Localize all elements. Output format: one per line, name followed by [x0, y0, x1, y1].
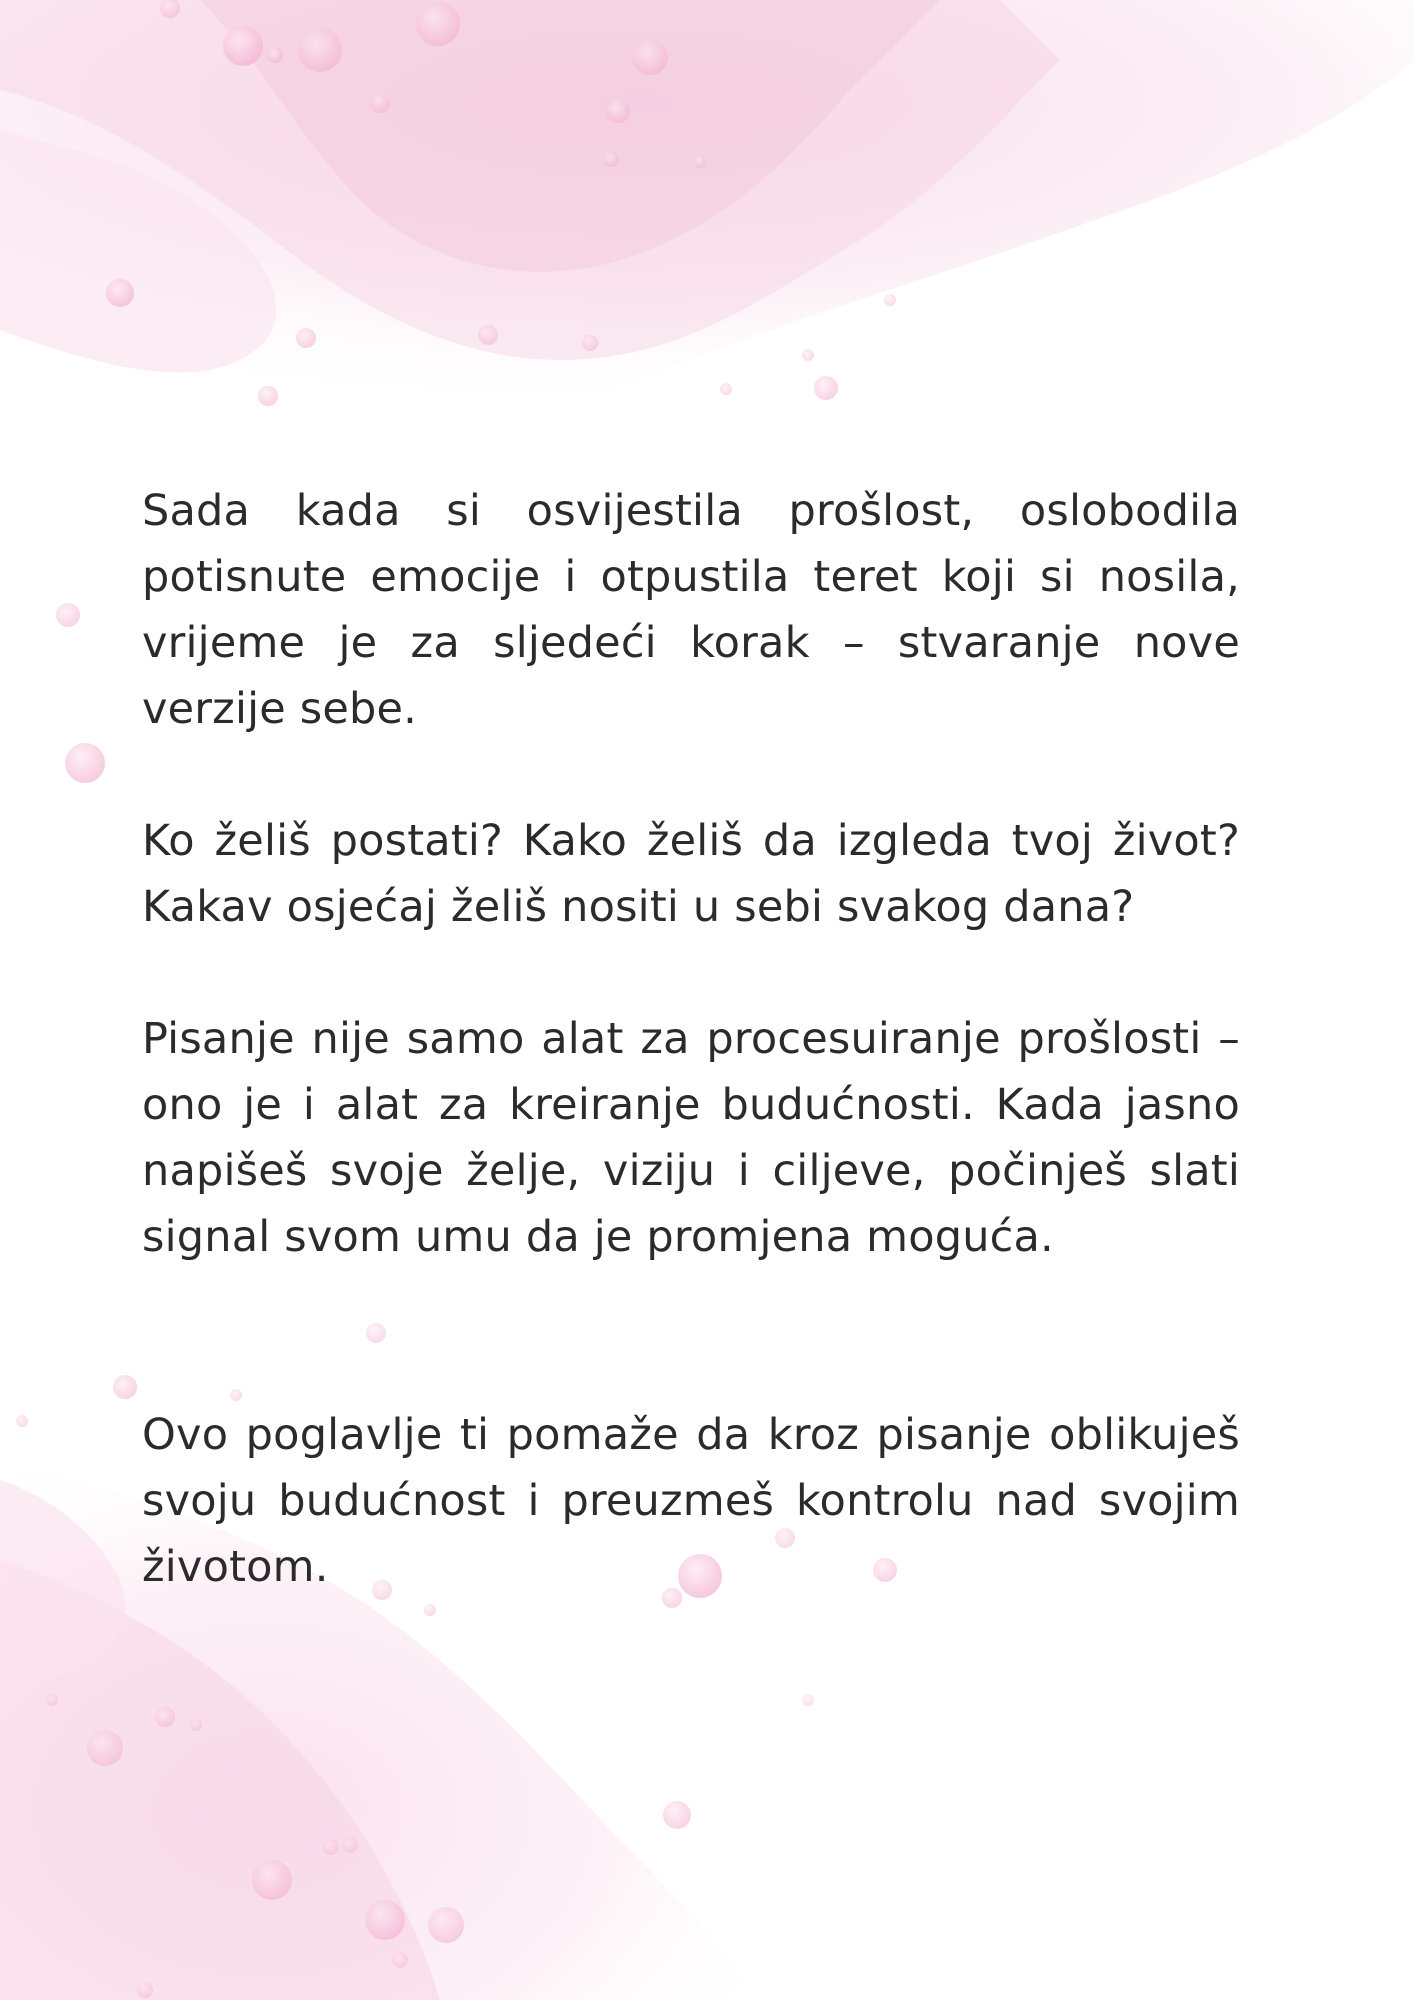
paragraph-intro: Sada kada si osvijestila prošlost, oslobodila potisnute emocije i otpustila teret koji si nosila, vrijeme je za sljedeći korak – stvaranje nove verzije sebe.	[142, 486, 1240, 734]
paragraph-writing: Pisanje nije samo alat za procesuiranje prošlosti – ono je i alat za kreiranje budućnosti. Kada jasno napišeš svoje želje, viziju i ciljeve, počinješ slati signal svom umu da je promjena moguća.	[142, 1014, 1240, 1262]
paragraph-chapter: Ovo poglavlje ti pomaže da kroz pisanje oblikuješ svoju budućnost i preuzmeš kontrolu nad svojim životom.	[142, 1410, 1240, 1592]
body-text	[142, 478, 1240, 1600]
paragraph-questions: Ko želiš postati? Kako želiš da izgleda tvoj život? Kakav osjećaj želiš nositi u sebi svakog dana?	[142, 816, 1240, 932]
top-watercolor-wash	[0, 0, 1414, 414]
